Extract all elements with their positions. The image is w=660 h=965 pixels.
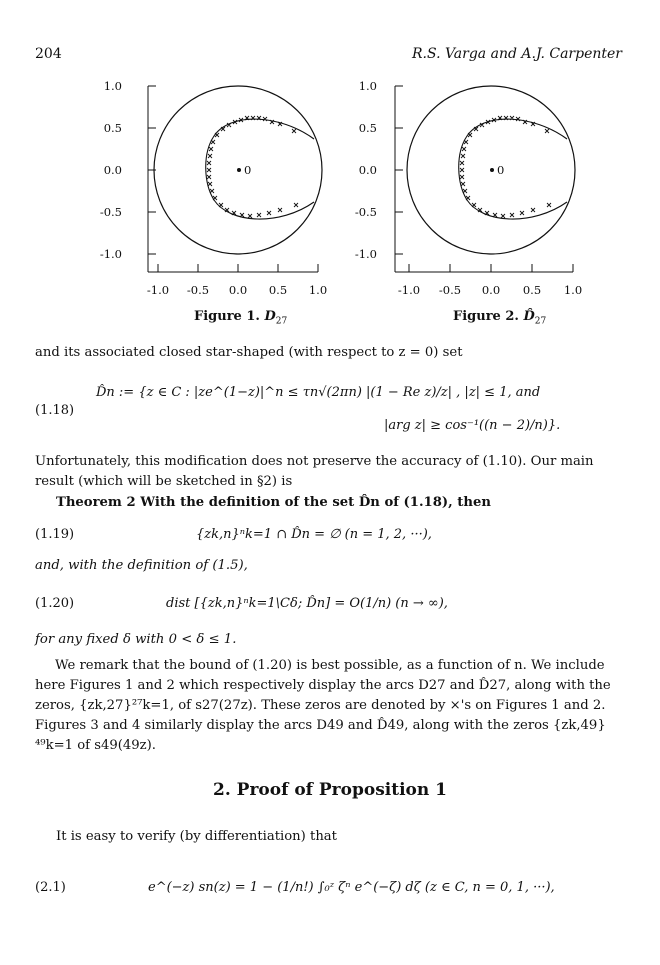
origin-label: 0	[244, 163, 252, 177]
equation-2-1-label: (2.1)	[35, 880, 66, 895]
origin-label: 0	[497, 163, 505, 177]
equation-1-18-label: (1.18)	[35, 403, 75, 418]
figure-1-caption: Figure 1. $D_{27}$	[194, 309, 288, 327]
zeros-markers	[207, 116, 298, 218]
x-tick-label: -1.0	[146, 283, 170, 297]
theorem-2: Theorem 2 With the definition of the set D̂n of (1.18), then	[56, 495, 491, 510]
figure-2-plot	[335, 74, 595, 302]
page-number: 204	[35, 46, 62, 62]
equation-1-19: {zk,n}ⁿk=1 ∩ D̂n = ∅ (n = 1, 2, ···),	[196, 527, 432, 542]
figure-1-plot	[80, 74, 340, 302]
y-tick-label: 0.0	[358, 163, 377, 177]
paragraph-5: We remark that the bound of (1.20) is best possible, as a function of n. We include here Figures 1 and 2 which respectively display the arcs D27 and D̂27, along with the zeros, {zk,27}²⁷k=1, of s27(27z). These zeros are denoted by ×'s on Figures 1 and 2. Figures 3 and 4 similarly display the arcs D49 and D̂49, along with the zeros {zk,49}⁴⁹k=1 of s49(49z).	[35, 658, 611, 753]
x-axis-ticks	[158, 264, 318, 272]
equation-1-20-label: (1.20)	[35, 596, 75, 611]
x-tick-label: 0.0	[481, 283, 501, 297]
x-tick-label: 1.0	[308, 283, 328, 297]
x-tick-label: 1.0	[563, 283, 583, 297]
y-tick-label: -1.0	[354, 247, 377, 261]
origin-dot	[490, 168, 494, 172]
y-tick-label: 0.5	[103, 121, 122, 135]
x-tick-label: 0.0	[228, 283, 248, 297]
y-tick-label: 1.0	[103, 79, 122, 93]
running-header-authors: R.S. Varga and A.J. Carpenter	[412, 46, 622, 62]
equation-2-1: e^(−z) sn(z) = 1 − (1/n!) ∫₀ᶻ ζⁿ e^(−ζ) dζ (z ∈ C, n = 0, 1, ···),	[148, 880, 555, 895]
paragraph-3: and, with the definition of (1.5),	[35, 558, 248, 573]
x-tick-label: 0.5	[268, 283, 288, 297]
x-tick-label: -0.5	[438, 283, 462, 297]
paragraph-6: It is easy to verify (by differentiation) that	[56, 829, 337, 844]
y-tick-label: 0.0	[103, 163, 122, 177]
figure-2-caption: Figure 2. $D̂_{27}$	[453, 309, 547, 327]
y-tick-label: -0.5	[99, 205, 122, 219]
x-tick-label: -1.0	[397, 283, 421, 297]
x-tick-label: 0.5	[522, 283, 542, 297]
y-tick-label: -1.0	[99, 247, 122, 261]
equation-1-19-label: (1.19)	[35, 527, 75, 542]
zeros-markers	[460, 116, 551, 218]
paragraph-1: and its associated closed star-shaped (with respect to z = 0) set	[35, 345, 463, 360]
section-title: 2. Proof of Proposition 1	[213, 780, 447, 800]
paragraph-4: for any fixed δ with 0 < δ ≤ 1.	[35, 632, 237, 647]
x-tick-label: -0.5	[186, 283, 210, 297]
paragraph-2: Unfortunately, this modification does not preserve the accuracy of (1.10). Our main result (which will be sketched in §2) is	[35, 454, 594, 489]
x-axis-ticks	[409, 264, 573, 272]
y-tick-label: 0.5	[358, 121, 377, 135]
y-axis-ticks	[148, 86, 156, 254]
equation-1-18-line-2: |arg z| ≥ cos⁻¹((n − 2)/n)}.	[384, 418, 561, 433]
origin-dot	[237, 168, 241, 172]
y-tick-label: 1.0	[358, 79, 377, 93]
equation-1-20: dist [{zk,n}ⁿk=1\Cδ; D̂n] = O(1/n) (n → ∞),	[166, 596, 448, 611]
y-tick-label: -0.5	[354, 205, 377, 219]
y-axis-ticks	[395, 86, 403, 254]
equation-1-18-line-1: D̂n := {z ∈ C : |ze^(1−z)|^n ≤ τn√(2πn) |(1 − Re z)/z| , |z| ≤ 1, and	[96, 385, 541, 400]
